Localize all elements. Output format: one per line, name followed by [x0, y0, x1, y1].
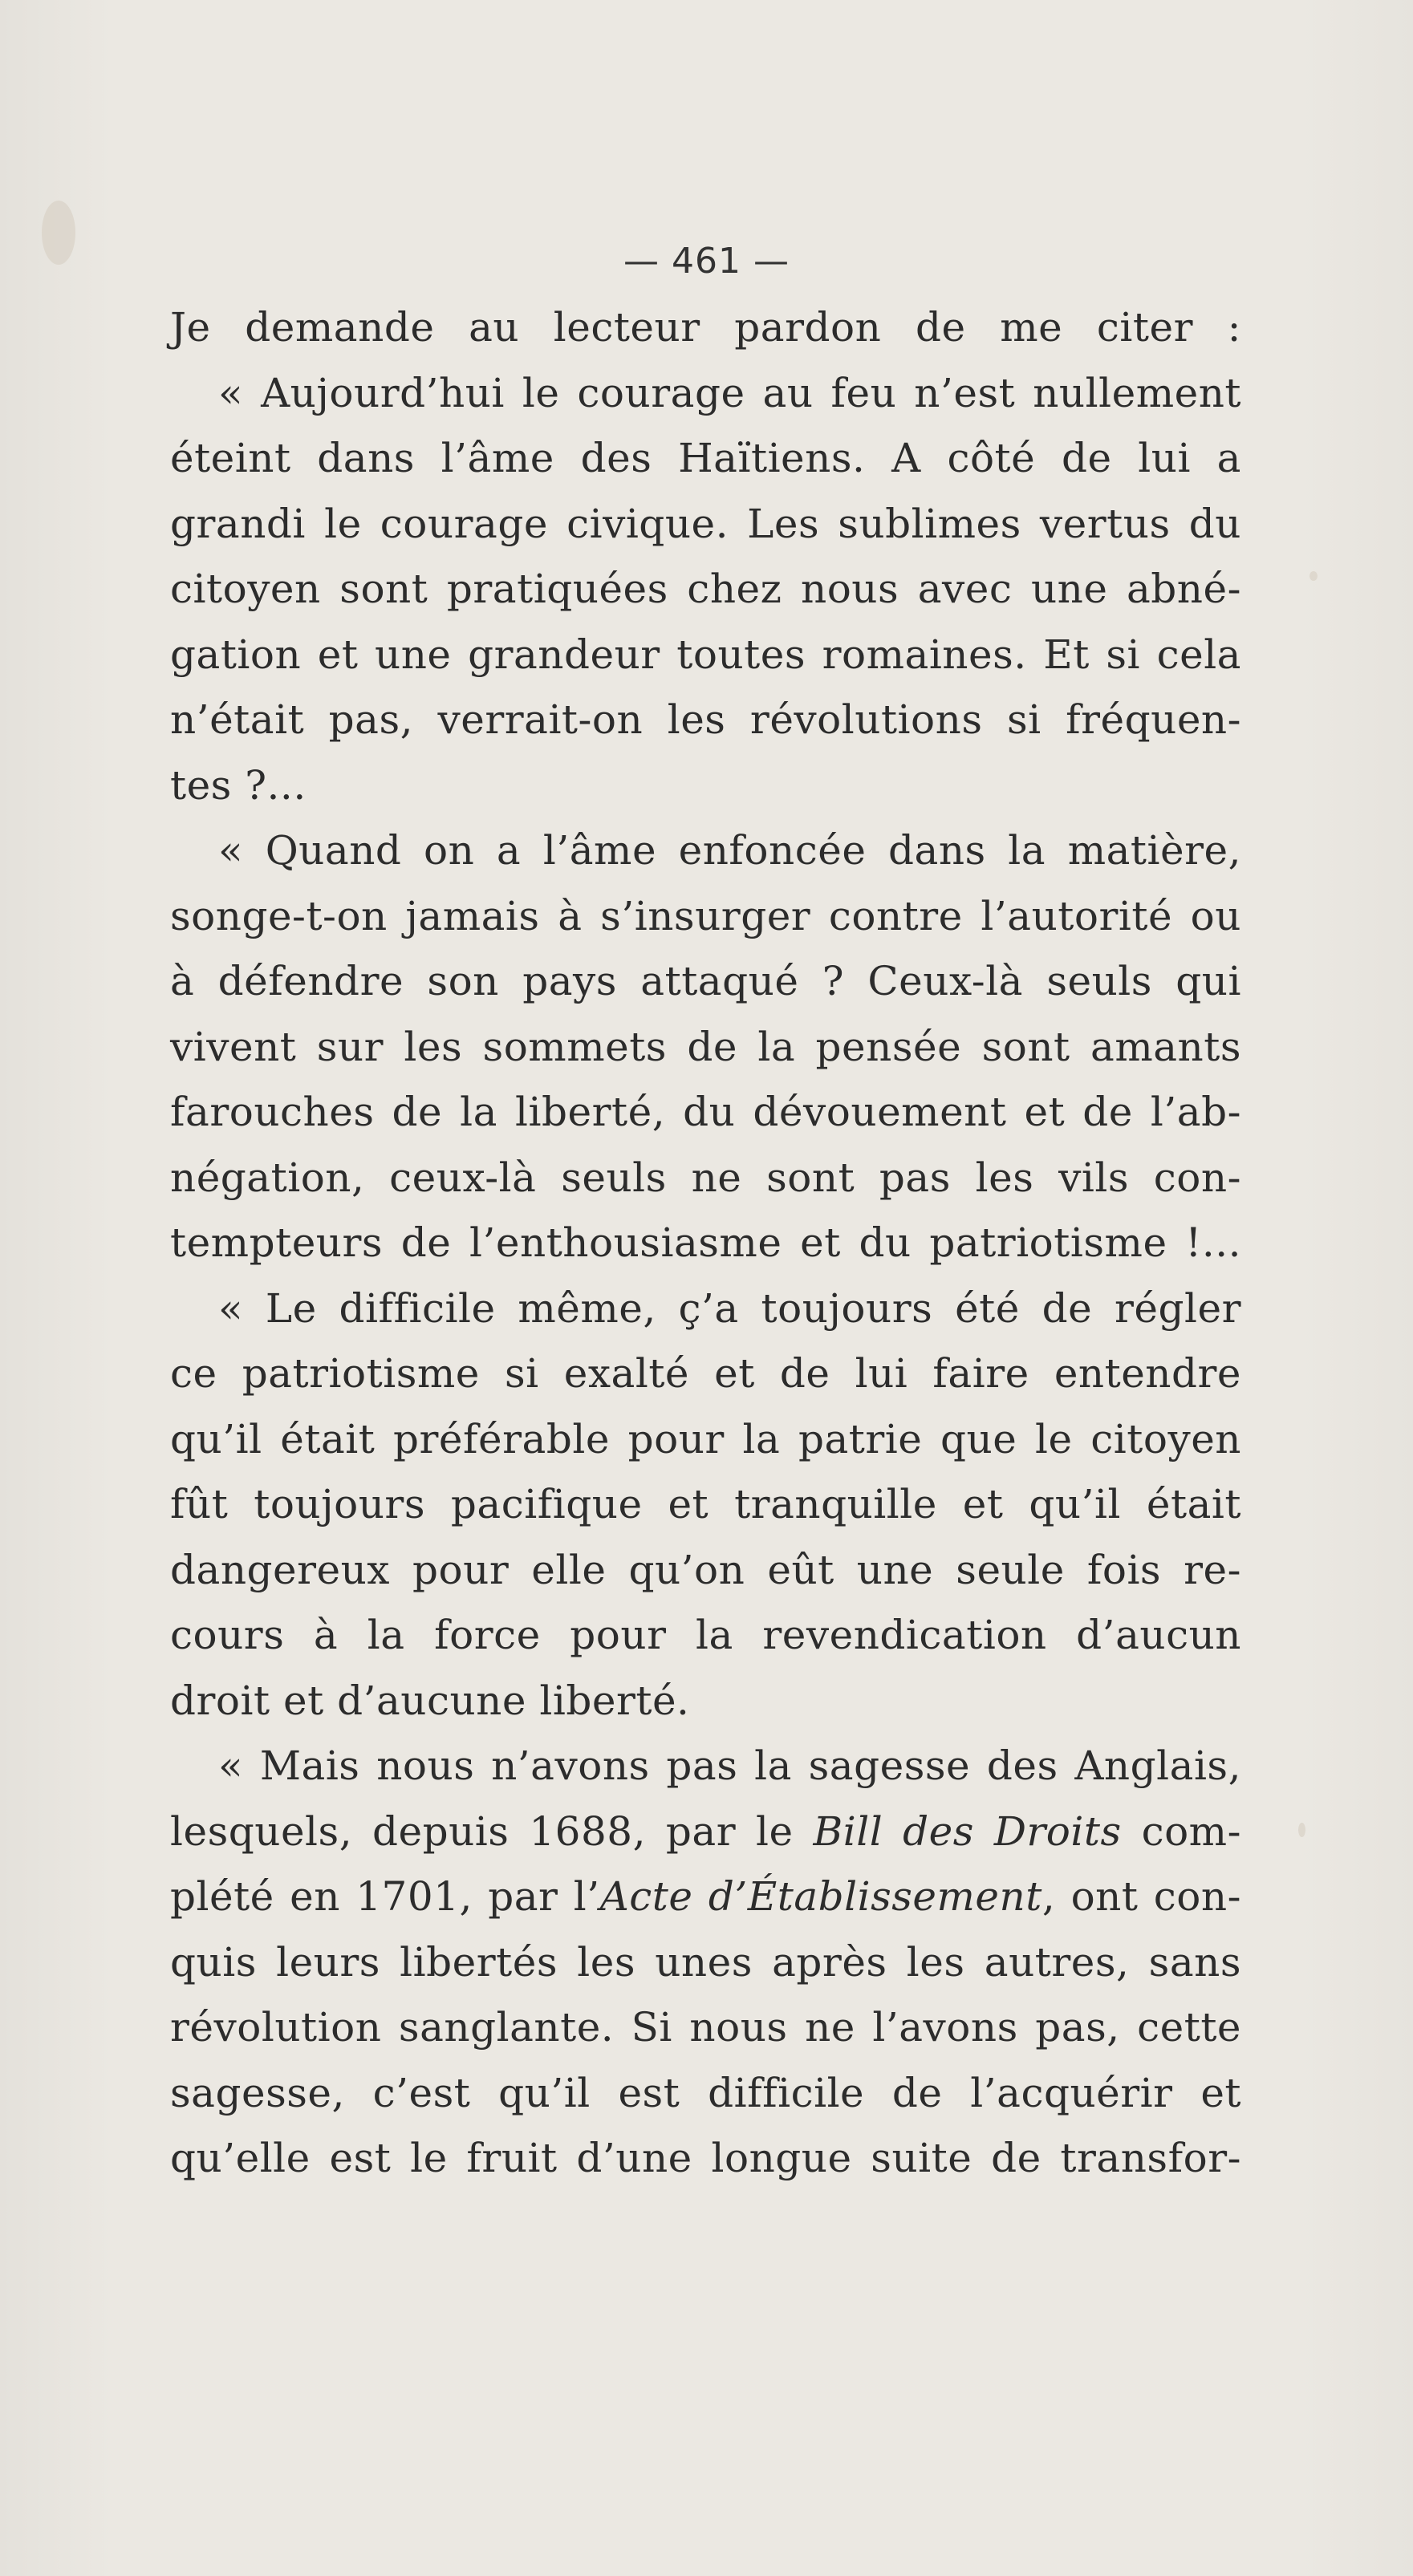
italic-title: Acte d’Établissement — [599, 1873, 1042, 1920]
foxing-spot — [1298, 1823, 1305, 1837]
text-segment: lesquels, depuis 1688, par le — [170, 1807, 814, 1855]
text-line: songe-t-on jamais à s’insurger contre l’autorité ou — [170, 892, 1241, 939]
text-line: « Le difficile même, ç’a toujours été de régler — [218, 1284, 1241, 1332]
text-line: sagesse, c’est qu’il est difficile de l’acquérir et — [170, 2069, 1241, 2116]
text-line: tes ?... — [170, 761, 307, 809]
body-text — [170, 295, 1241, 2192]
text-line: vivent sur les sommets de la pensée sont amants — [170, 1023, 1241, 1070]
text-line: « Mais nous n’avons pas la sagesse des Anglais, — [218, 1742, 1241, 1789]
text-line: négation, ceux-là seuls ne sont pas les vils con- — [170, 1154, 1241, 1201]
text-segment: plété en 1701, par l’ — [170, 1873, 600, 1920]
text-line: ce patriotisme si exalté et de lui faire entendre — [170, 1350, 1241, 1397]
text-line: « Aujourd’hui le courage au feu n’est nullement — [218, 369, 1241, 416]
text-line: révolution sanglante. Si nous ne l’avons pas, cette — [170, 2004, 1241, 2051]
text-line: tempteurs de l’enthousiasme et du patriotisme !... — [170, 1219, 1241, 1266]
text-line: Je demande au lecteur pardon de me citer : — [170, 304, 1241, 351]
text-line: dangereux pour elle qu’on eût une seule fois re- — [170, 1546, 1241, 1593]
text-line: qu’il était préférable pour la patrie que le citoyen — [170, 1415, 1241, 1462]
text-line: gation et une grandeur toutes romaines. Et si cela — [170, 631, 1241, 678]
page-number: — 461 — — [623, 241, 790, 282]
text-line: « Quand on a l’âme enfoncée dans la matière, — [218, 827, 1241, 874]
text-line: quis leurs libertés les unes après les autres, sans — [170, 1938, 1241, 1986]
text-segment: com- — [1121, 1807, 1241, 1855]
foxing-spot — [1309, 571, 1318, 581]
text-line — [170, 1799, 1241, 1865]
text-line: grandi le courage civique. Les sublimes vertus du — [170, 500, 1241, 547]
text-line: cours à la force pour la revendication d’aucun — [170, 1612, 1241, 1658]
text-segment: , ont con- — [1041, 1873, 1242, 1920]
italic-title: Bill des Droits — [813, 1807, 1122, 1855]
text-line: farouches de la liberté, du dévouement et de l’ab- — [170, 1089, 1241, 1135]
text-line: fût toujours pacifique et tranquille et qu’il était — [170, 1481, 1241, 1527]
text-line: droit et d’aucune liberté. — [170, 1677, 690, 1724]
text-line: citoyen sont pratiquées chez nous avec une abné- — [170, 566, 1241, 612]
text-line — [170, 1864, 1241, 1930]
text-line: éteint dans l’âme des Haïtiens. A côté de lui a — [170, 435, 1241, 481]
text-line: à défendre son pays attaqué ? Ceux-là seuls qui — [170, 958, 1241, 1004]
text-line: qu’elle est le fruit d’une longue suite de transfor- — [170, 2135, 1241, 2181]
text-line: n’était pas, verrait-on les révolutions si fréquen- — [170, 696, 1241, 743]
